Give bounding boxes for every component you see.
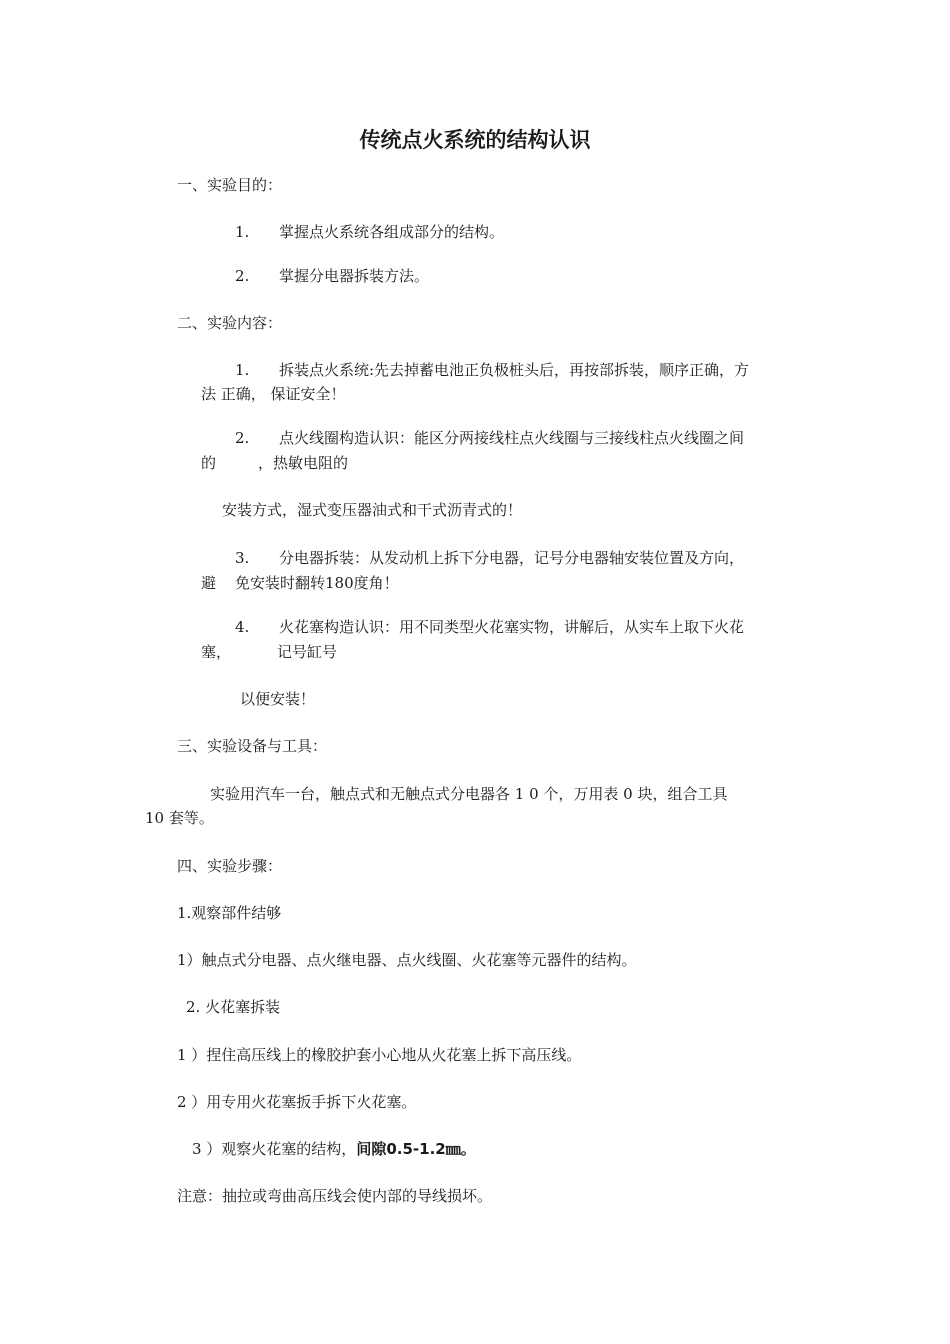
list-item-number: 4. (235, 618, 250, 636)
continuation-text: 记号缸号 (277, 643, 338, 661)
step-heading: 2. 火花塞拆装 (186, 998, 281, 1016)
continuation-text: ，热敏电阻的 (258, 454, 349, 472)
list-item-number: 2. (235, 429, 250, 447)
list-item-number: 2. (235, 267, 250, 285)
section-heading-steps: 四、实验步骤： (177, 857, 283, 875)
list-item-continuation (201, 642, 337, 662)
continuation-text: 塞， (201, 643, 232, 661)
list-item (235, 428, 744, 448)
continuation-text: 免安装时翻转180度角！ (235, 574, 399, 592)
note-text: 注意：抽拉或弯曲高压线会使内部的导线损坏。 (177, 1187, 493, 1205)
paragraph-line: 10 套等。 (145, 809, 214, 827)
gap-spec-text: 间隙0.5-1.2㎜。 (356, 1140, 476, 1158)
list-item-continuation (201, 453, 348, 473)
list-item-number: 1. (235, 361, 250, 379)
paragraph-line: 实验用汽车一台，触点式和无触点式分电器各 1 0 个，万用表 0 块，组合工具 (210, 785, 728, 803)
step-item: 2 ）用专用火花塞扳手拆下火花塞。 (177, 1093, 417, 1111)
step-item (192, 1139, 476, 1159)
section-heading-equipment: 三、实验设备与工具： (177, 737, 328, 755)
list-item (235, 222, 504, 242)
list-item-continuation: 法 正确， 保证安全！ (201, 385, 346, 403)
step-item: 1 ）捏住高压线上的橡胶护套小心地从火花塞上拆下高压线。 (177, 1046, 582, 1064)
continuation-text: 的 (201, 454, 217, 472)
list-item-text: 分电器拆装：从发动机上拆下分电器，记号分电器轴安装位置及方向， (279, 549, 745, 567)
list-item-continuation: 安装方式，湿式变压器油式和干式沥青式的！ (222, 501, 523, 519)
list-item (235, 266, 429, 286)
list-item (235, 548, 744, 568)
step-heading: 1.观察部件结够 (177, 904, 282, 922)
list-item-number: 1. (235, 223, 250, 241)
continuation-text: 避 (201, 574, 217, 592)
section-heading-content: 二、实验内容： (177, 314, 283, 332)
list-item (235, 360, 749, 380)
section-heading-objective: 一、实验目的： (177, 176, 283, 194)
step-item: 1）触点式分电器、点火继电器、点火线圈、火花塞等元器件的结构。 (177, 951, 637, 969)
page-title: 传统点火系统的结构认识 (359, 128, 591, 152)
list-item-continuation: 以便安装！ (240, 690, 316, 708)
step-item-text: 3 ）观察火花塞的结构， (192, 1140, 357, 1158)
list-item-text: 火花塞构造认识：用不同类型火花塞实物，讲解后，从实车上取下火花 (279, 618, 745, 636)
list-item-number: 3. (235, 549, 250, 567)
list-item-text: 掌握分电器拆装方法。 (279, 267, 430, 285)
list-item-text: 点火线圈构造认识：能区分两接线柱点火线圈与三接线柱点火线圈之间 (279, 429, 745, 447)
list-item-continuation (201, 573, 399, 593)
list-item (235, 617, 744, 637)
list-item-text: 掌握点火系统各组成部分的结构。 (279, 223, 505, 241)
list-item-text: 拆装点火系统:先去掉蓄电池正负极桩头后，再按部拆装，顺序正确，方 (279, 361, 750, 379)
